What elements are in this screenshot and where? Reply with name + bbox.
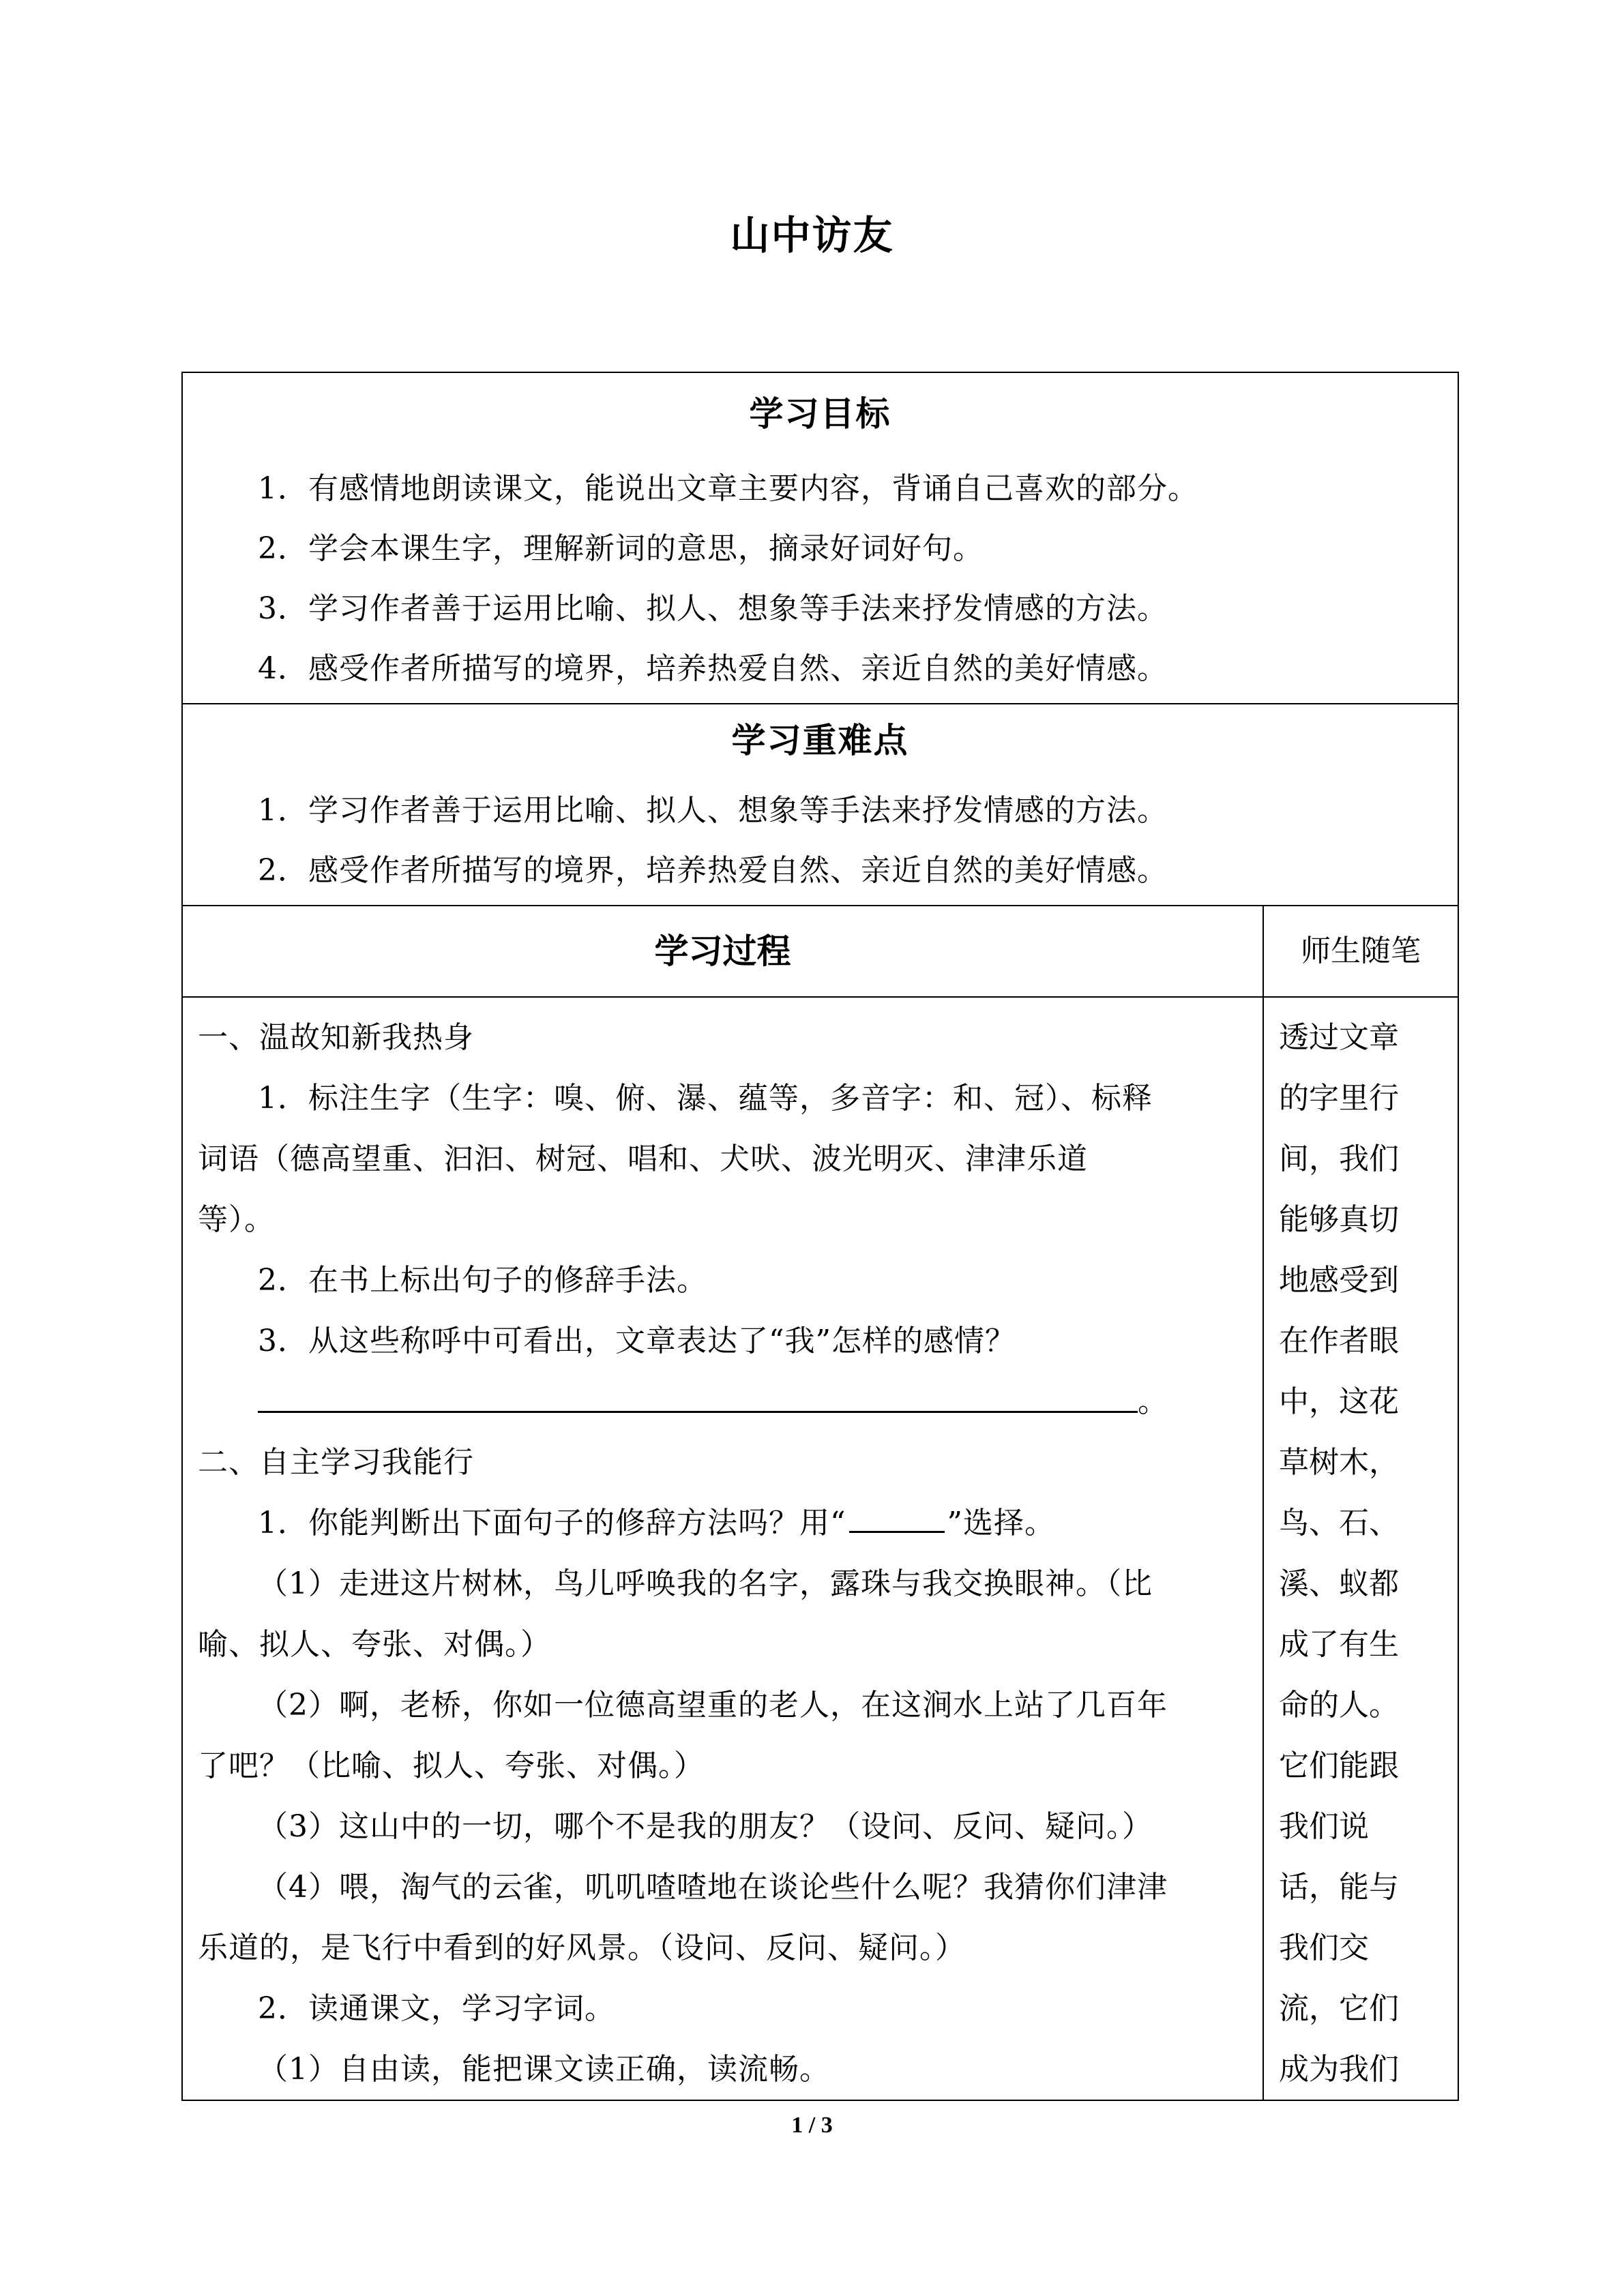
note-line: 鸟、石、 bbox=[1279, 1506, 1399, 1540]
note-line: 草树木， bbox=[1279, 1445, 1399, 1480]
answer-blank[interactable] bbox=[258, 1371, 1138, 1413]
note-line: 它们能跟 bbox=[1279, 1748, 1399, 1783]
process-header-row bbox=[182, 906, 1458, 997]
process-line: 1．标注生字（生字：嗅、俯、瀑、蕴等，多音字：和、冠）、标释 bbox=[258, 1081, 1153, 1116]
process-line: （1）自由读，能把课文读正确，读流畅。 bbox=[258, 2052, 830, 2087]
process-line: 等）。 bbox=[198, 1202, 275, 1237]
process-line: 乐道的，是飞行中看到的好风景。（设问、反问、疑问。） bbox=[198, 1930, 966, 1965]
process-line: 喻、拟人、夸张、对偶。） bbox=[198, 1627, 551, 1662]
process-content bbox=[182, 997, 1263, 2100]
page-title: 山中访友 bbox=[730, 212, 894, 258]
lesson-table bbox=[181, 372, 1459, 2101]
note-line: 我们说 bbox=[1279, 1809, 1369, 1844]
note-line: 的字里行 bbox=[1279, 1081, 1399, 1116]
part2-title: 二、自主学习我能行 bbox=[198, 1445, 474, 1480]
note-line: 话，能与 bbox=[1279, 1870, 1399, 1905]
note-line: 我们交 bbox=[1279, 1930, 1369, 1965]
process-line: 3．从这些称呼中可看出，文章表达了“我”怎样的感情？ bbox=[258, 1324, 1016, 1358]
objective-item: 1．有感情地朗读课文，能说出文章主要内容，背诵自己喜欢的部分。 bbox=[258, 471, 1198, 506]
objectives-heading: 学习目标 bbox=[749, 393, 891, 434]
note-line: 命的人。 bbox=[1279, 1688, 1399, 1723]
process-line: （3）这山中的一切，哪个不是我的朋友？（设问、反问、疑问。） bbox=[258, 1809, 1153, 1844]
key-point-item: 2．感受作者所描写的境界，培养热爱自然、亲近自然的美好情感。 bbox=[258, 853, 1168, 888]
note-line: 流，它们 bbox=[1279, 1991, 1399, 2026]
process-heading: 学习过程 bbox=[182, 906, 1263, 997]
process-line: （2）啊，老桥，你如一位德高望重的老人，在这涧水上站了几百年 bbox=[258, 1688, 1168, 1723]
answer-blank-row bbox=[183, 1371, 1263, 1432]
process-line: 了吧？（比喻、拟人、夸张、对偶。） bbox=[198, 1748, 705, 1783]
objective-item: 2．学会本课生字，理解新词的意思，摘录好词好句。 bbox=[258, 531, 984, 566]
note-line: 透过文章 bbox=[1279, 1020, 1399, 1055]
page-number: 1 / 3 bbox=[791, 2113, 833, 2138]
objective-item: 4．感受作者所描写的境界，培养热爱自然、亲近自然的美好情感。 bbox=[258, 651, 1168, 686]
part1-title: 一、温故知新我热身 bbox=[198, 1020, 474, 1055]
note-line: 成为我们 bbox=[1279, 2052, 1399, 2087]
question-1 bbox=[183, 1493, 1263, 1553]
answer-blank-end: 。 bbox=[1138, 1384, 1168, 1419]
notes-text bbox=[1264, 998, 1458, 2100]
key-points-heading: 学习重难点 bbox=[731, 720, 909, 760]
process-line: （1）走进这片树林，鸟儿呼唤我的名字，露珠与我交换眼神。（比 bbox=[258, 1566, 1153, 1601]
notes-column bbox=[1263, 997, 1458, 2100]
note-line: 成了有生 bbox=[1279, 1627, 1399, 1662]
process-line: 2．读通课文，学习字词。 bbox=[258, 1991, 615, 2026]
question-1-prefix: 1．你能判断出下面句子的修辞方法吗？用“ bbox=[258, 1506, 846, 1540]
objectives-list bbox=[183, 455, 1458, 703]
objectives-section bbox=[182, 372, 1458, 704]
key-point-item: 1．学习作者善于运用比喻、拟人、想象等手法来抒发情感的方法。 bbox=[258, 793, 1168, 828]
note-line: 地感受到 bbox=[1279, 1263, 1399, 1298]
question-1-suffix: ”选择。 bbox=[947, 1506, 1055, 1540]
process-line: 词语（德高望重、汩汩、树冠、唱和、犬吠、波光明灭、津津乐道 bbox=[198, 1142, 1088, 1176]
note-line: 中，这花 bbox=[1279, 1384, 1399, 1419]
notes-heading: 师生随笔 bbox=[1263, 906, 1458, 997]
process-line: （4）喂，淘气的云雀，叽叽喳喳地在谈论些什么呢？我猜你们津津 bbox=[258, 1870, 1168, 1905]
key-points-section bbox=[182, 704, 1458, 906]
note-line: 在作者眼 bbox=[1279, 1324, 1399, 1358]
key-points-list bbox=[183, 777, 1458, 905]
note-line: 间，我们 bbox=[1279, 1142, 1399, 1176]
note-line: 能够真切 bbox=[1279, 1202, 1399, 1237]
inline-blank bbox=[849, 1493, 945, 1533]
objective-item: 3．学习作者善于运用比喻、拟人、想象等手法来抒发情感的方法。 bbox=[258, 591, 1168, 626]
note-line: 溪、蚁都 bbox=[1279, 1566, 1399, 1601]
process-line: 2．在书上标出句子的修辞手法。 bbox=[258, 1263, 707, 1298]
process-content-row bbox=[182, 997, 1458, 2100]
